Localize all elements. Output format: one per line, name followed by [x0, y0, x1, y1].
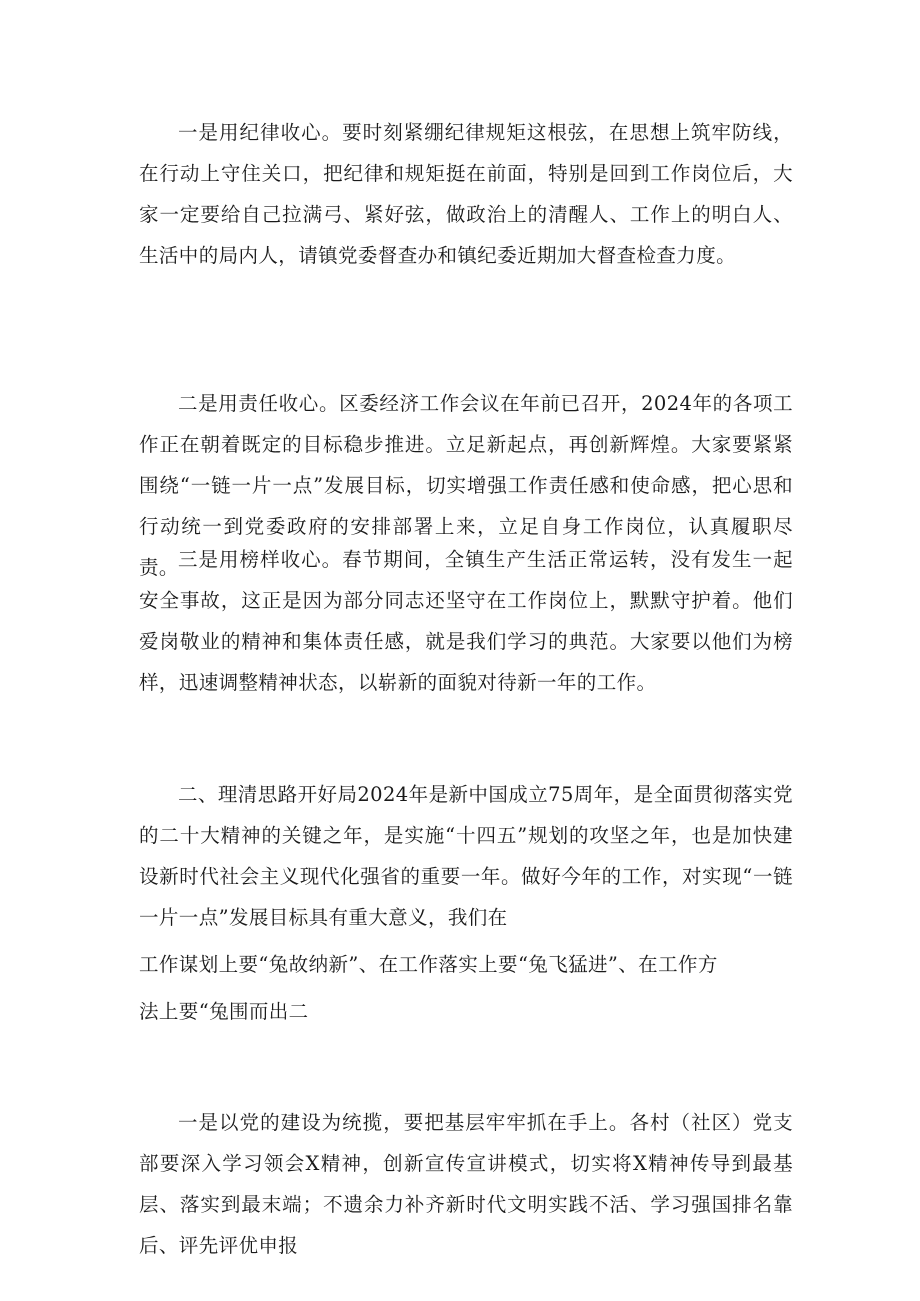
- paragraph-line-work-method: 法上要“兔围而出二: [139, 1000, 309, 1023]
- paragraph-responsibility: 二是用责任收心。区委经济工作会议在年前已召开，2024年的各项工作正在朝着既定的目标稳步推进。立足新起点，再创新辉煌。大家要紧紧围绕“一链一片一点”发展目标，切实增强工作责任感和使命感，把心思和行动统一到党委政府的安排部署上来，立足自身工作岗位，认真履职尽责。: [139, 392, 793, 579]
- paragraph-line-work-planning: 工作谋划上要“兔故纳新”、在工作落实上要“兔飞猛进”、在工作方: [139, 953, 718, 976]
- paragraph-section-two: 二、理清思路开好局2024年是新中国成立75周年，是全面贯彻落实党的二十大精神的关键之年，是实施“十四五”规划的攻坚之年，也是加快建设新时代社会主义现代化强省的重要一年。做好今年的工作，对实现“一链一片一点”发展目标具有重大意义，我们在: [139, 783, 793, 929]
- paragraph-discipline: 一是用纪律收心。要时刻紧绷纪律规矩这根弦，在思想上筑牢防线，在行动上守住关口，把纪律和规矩挺在前面，特别是回到工作岗位后，大家一定要给自己拉满弓、紧好弦，做政治上的清醒人、工作上的明白人、生活中的局内人，请镇党委督查办和镇纪委近期加大督查检查力度。: [139, 121, 793, 267]
- paragraph-party-building: 一是以党的建设为统揽，要把基层牢牢抓在手上。各村（社区）党支部要深入学习领会X精神，创新宣传宣讲模式，切实将X精神传导到最基层、落实到最末端；不遗余力补齐新时代文明实践不活、学习强国排名靠后、评先评优申报: [139, 1111, 793, 1257]
- paragraph-role-model: 三是用榜样收心。春节期间，全镇生产生活正常运转，没有发生一起安全事故，这正是因为部分同志还坚守在工作岗位上，默默守护着。他们爱岗敬业的精神和集体责任感，就是我们学习的典范。大家要以他们为榜样，迅速调整精神状态，以崭新的面貌对待新一年的工作。: [139, 548, 793, 694]
